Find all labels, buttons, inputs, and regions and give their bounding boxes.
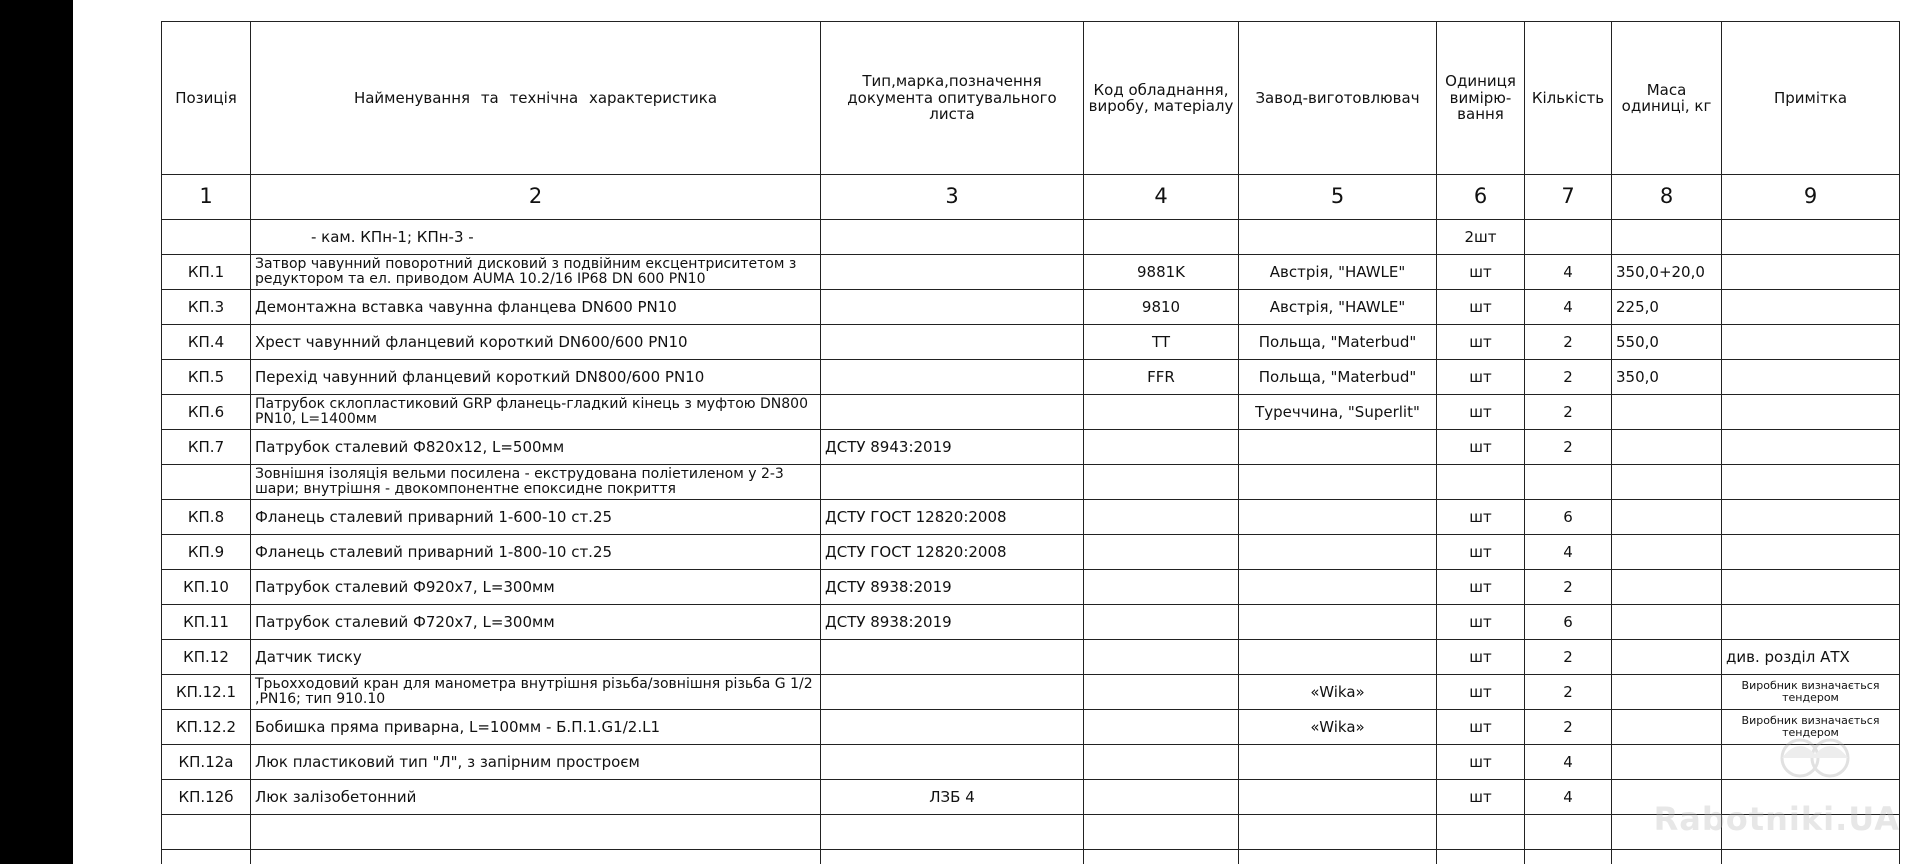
row-note: див. розділ АТХ xyxy=(1722,640,1900,675)
drawing-sheet xyxy=(73,0,1920,864)
row-position: КП.8 xyxy=(162,500,251,535)
row-name: Патрубок сталевий Ф820х12, L=500мм xyxy=(251,430,821,465)
row-note xyxy=(1722,745,1900,780)
row-unit xyxy=(1437,850,1525,864)
row-name: Патрубок склопластиковий GRP фланець-гладкий кінець з муфтою DN800 PN10, L=1400мм xyxy=(251,395,821,430)
row-note xyxy=(1722,290,1900,325)
row-name: Зовнішня ізоляція вельми посилена - екструдована поліетиленом у 2-3 шари; внутрішня - двокомпонентне епоксидне покриття xyxy=(251,465,821,500)
row-unit: шт xyxy=(1437,675,1525,710)
row-type: ДСТУ 8943:2019 xyxy=(821,430,1084,465)
header-position: Позиція xyxy=(162,22,251,175)
row-code: FFR xyxy=(1084,360,1239,395)
row-note xyxy=(1722,255,1900,290)
row-name: Хрест чавунний фланцевий короткий DN600/600 PN10 xyxy=(251,325,821,360)
row-mass xyxy=(1612,395,1722,430)
row-position xyxy=(162,465,251,500)
row-type: ДСТУ ГОСТ 12820:2008 xyxy=(821,500,1084,535)
col-number: 6 xyxy=(1437,175,1525,220)
col-number: 7 xyxy=(1525,175,1612,220)
row-qty: 2 xyxy=(1525,430,1612,465)
row-maker: Австрія, "HAWLE" xyxy=(1239,255,1437,290)
row-qty: 2 xyxy=(1525,640,1612,675)
row-qty xyxy=(1525,220,1612,255)
row-type xyxy=(821,675,1084,710)
table-row xyxy=(162,430,1900,465)
row-name xyxy=(251,815,821,850)
row-qty: 4 xyxy=(1525,780,1612,815)
row-code: 9881K xyxy=(1084,255,1239,290)
table-row xyxy=(162,850,1900,864)
row-maker xyxy=(1239,465,1437,500)
row-position: КП.12.2 xyxy=(162,710,251,745)
table-row xyxy=(162,605,1900,640)
row-name: Люк залізобетонний xyxy=(251,780,821,815)
row-type xyxy=(821,745,1084,780)
row-position: КП.1 xyxy=(162,255,251,290)
row-unit: шт xyxy=(1437,290,1525,325)
row-position xyxy=(162,815,251,850)
row-mass: 225,0 xyxy=(1612,290,1722,325)
header-maker: Завод-виготовлювач xyxy=(1239,22,1437,175)
col-number: 3 xyxy=(821,175,1084,220)
row-note xyxy=(1722,500,1900,535)
row-position: КП.12.1 xyxy=(162,675,251,710)
row-type: ДСТУ 8938:2019 xyxy=(821,570,1084,605)
row-maker: Туреччина, "Superlit" xyxy=(1239,395,1437,430)
row-position: КП.4 xyxy=(162,325,251,360)
row-qty: 2 xyxy=(1525,395,1612,430)
row-name: Патрубок сталевий Ф920х7, L=300мм xyxy=(251,570,821,605)
row-maker xyxy=(1239,605,1437,640)
row-type xyxy=(821,710,1084,745)
row-qty xyxy=(1525,465,1612,500)
row-qty: 2 xyxy=(1525,570,1612,605)
row-unit: шт xyxy=(1437,570,1525,605)
table-row xyxy=(162,535,1900,570)
row-qty: 6 xyxy=(1525,500,1612,535)
row-type xyxy=(821,220,1084,255)
row-type: ЛЗБ 4 xyxy=(821,780,1084,815)
row-name: Затвор чавунний поворотний дисковий з подвійним ексцентриситетом з редуктором та ел. приводом AUMA 10.2/16 IP68 DN 600 PN10 xyxy=(251,255,821,290)
row-qty: 2 xyxy=(1525,360,1612,395)
row-mass xyxy=(1612,500,1722,535)
header-note: Примітка xyxy=(1722,22,1900,175)
row-note xyxy=(1722,570,1900,605)
row-mass: 550,0 xyxy=(1612,325,1722,360)
row-mass xyxy=(1612,850,1722,864)
row-note xyxy=(1722,325,1900,360)
row-maker xyxy=(1239,815,1437,850)
row-unit: 2шт xyxy=(1437,220,1525,255)
row-note xyxy=(1722,605,1900,640)
row-note: Виробник визначається тендером xyxy=(1722,710,1900,745)
row-code xyxy=(1084,395,1239,430)
row-name: Люк пластиковий тип "Л", з запірним простроєм xyxy=(251,745,821,780)
row-mass xyxy=(1612,570,1722,605)
table-row xyxy=(162,675,1900,710)
header-code: Код обладнання, виробу, матеріалу xyxy=(1084,22,1239,175)
row-maker xyxy=(1239,780,1437,815)
specification-table xyxy=(161,21,1900,864)
row-note xyxy=(1722,465,1900,500)
row-position: КП.10 xyxy=(162,570,251,605)
row-unit: шт xyxy=(1437,535,1525,570)
row-qty: 2 xyxy=(1525,710,1612,745)
row-unit: шт xyxy=(1437,605,1525,640)
table-row xyxy=(162,570,1900,605)
row-code xyxy=(1084,605,1239,640)
row-note: Виробник визначається тендером xyxy=(1722,675,1900,710)
row-name: Демонтажна вставка чавунна фланцева DN600 PN10 xyxy=(251,290,821,325)
header-row xyxy=(162,22,1900,175)
row-type: ДСТУ ГОСТ 12820:2008 xyxy=(821,535,1084,570)
row-unit: шт xyxy=(1437,325,1525,360)
row-mass xyxy=(1612,535,1722,570)
row-name: Фланець сталевий приварний 1-600-10 ст.25 xyxy=(251,500,821,535)
row-type xyxy=(821,290,1084,325)
row-maker: Польща, "Materbud" xyxy=(1239,360,1437,395)
column-number-row xyxy=(162,175,1900,220)
row-code xyxy=(1084,815,1239,850)
row-name: Бобишка пряма приварна, L=100мм - Б.П.1.G1/2.L1 xyxy=(251,710,821,745)
row-code xyxy=(1084,850,1239,864)
row-name: Перехід чавунний фланцевий короткий DN800/600 PN10 xyxy=(251,360,821,395)
row-position: КП.12 xyxy=(162,640,251,675)
table-row xyxy=(162,360,1900,395)
row-name: Фланець сталевий приварний 1-800-10 ст.25 xyxy=(251,535,821,570)
row-code xyxy=(1084,780,1239,815)
row-maker: Австрія, "HAWLE" xyxy=(1239,290,1437,325)
row-mass xyxy=(1612,745,1722,780)
row-type xyxy=(821,255,1084,290)
row-note xyxy=(1722,815,1900,850)
row-unit: шт xyxy=(1437,710,1525,745)
row-qty xyxy=(1525,850,1612,864)
table-row xyxy=(162,395,1900,430)
row-code xyxy=(1084,465,1239,500)
row-code xyxy=(1084,745,1239,780)
row-code xyxy=(1084,500,1239,535)
row-mass xyxy=(1612,430,1722,465)
table-row xyxy=(162,465,1900,500)
row-code xyxy=(1084,710,1239,745)
row-type xyxy=(821,465,1084,500)
row-code xyxy=(1084,570,1239,605)
col-number: 2 xyxy=(251,175,821,220)
header-mass: Маса одиниці, кг xyxy=(1612,22,1722,175)
row-code: TT xyxy=(1084,325,1239,360)
row-type xyxy=(821,360,1084,395)
row-position: КП.9 xyxy=(162,535,251,570)
row-mass xyxy=(1612,640,1722,675)
row-maker xyxy=(1239,850,1437,864)
row-position: КП.11 xyxy=(162,605,251,640)
row-code xyxy=(1084,535,1239,570)
table-row xyxy=(162,255,1900,290)
row-mass xyxy=(1612,675,1722,710)
row-qty: 6 xyxy=(1525,605,1612,640)
header-name: Найменування та технічна характеристика xyxy=(251,22,821,175)
watermark-text: Rabotniki.UA xyxy=(1653,800,1900,838)
row-maker: «Wika» xyxy=(1239,675,1437,710)
row-mass xyxy=(1612,815,1722,850)
row-note xyxy=(1722,220,1900,255)
row-code xyxy=(1084,675,1239,710)
table-row xyxy=(162,780,1900,815)
row-position xyxy=(162,850,251,864)
table-row xyxy=(162,325,1900,360)
row-mass xyxy=(1612,220,1722,255)
table-row xyxy=(162,710,1900,745)
row-maker xyxy=(1239,535,1437,570)
row-note xyxy=(1722,360,1900,395)
row-name xyxy=(251,850,821,864)
row-position: КП.5 xyxy=(162,360,251,395)
row-mass xyxy=(1612,605,1722,640)
row-note xyxy=(1722,780,1900,815)
table-row xyxy=(162,220,1900,255)
row-mass: 350,0+20,0 xyxy=(1612,255,1722,290)
row-type xyxy=(821,395,1084,430)
row-code xyxy=(1084,220,1239,255)
row-qty xyxy=(1525,815,1612,850)
row-position: КП.12а xyxy=(162,745,251,780)
row-unit: шт xyxy=(1437,395,1525,430)
header-unit: Одиниця вимірю-вання xyxy=(1437,22,1525,175)
row-code xyxy=(1084,640,1239,675)
row-name: Датчик тиску xyxy=(251,640,821,675)
row-qty: 2 xyxy=(1525,325,1612,360)
row-note xyxy=(1722,395,1900,430)
table-row xyxy=(162,290,1900,325)
row-name: - кам. КПн-1; КПн-3 - xyxy=(251,220,821,255)
row-unit: шт xyxy=(1437,360,1525,395)
row-qty: 4 xyxy=(1525,745,1612,780)
row-unit xyxy=(1437,815,1525,850)
row-unit: шт xyxy=(1437,430,1525,465)
row-maker xyxy=(1239,430,1437,465)
col-number: 9 xyxy=(1722,175,1900,220)
row-qty: 4 xyxy=(1525,535,1612,570)
row-note xyxy=(1722,535,1900,570)
row-type xyxy=(821,640,1084,675)
row-position: КП.12б xyxy=(162,780,251,815)
row-type: ДСТУ 8938:2019 xyxy=(821,605,1084,640)
row-type xyxy=(821,325,1084,360)
table-row xyxy=(162,745,1900,780)
table-row xyxy=(162,500,1900,535)
row-unit: шт xyxy=(1437,500,1525,535)
row-type xyxy=(821,850,1084,864)
table-row xyxy=(162,815,1900,850)
row-type xyxy=(821,815,1084,850)
row-unit xyxy=(1437,465,1525,500)
header-type: Тип,марка,позначення документа опитувального листа xyxy=(821,22,1084,175)
row-code xyxy=(1084,430,1239,465)
col-number: 4 xyxy=(1084,175,1239,220)
row-qty: 2 xyxy=(1525,675,1612,710)
row-name: Трьохходовий кран для манометра внутрішня різьба/зовнішня різьба G 1/2 ,PN16; тип 910.10 xyxy=(251,675,821,710)
col-number: 5 xyxy=(1239,175,1437,220)
row-mass: 350,0 xyxy=(1612,360,1722,395)
row-maker xyxy=(1239,500,1437,535)
row-unit: шт xyxy=(1437,780,1525,815)
table-body xyxy=(162,220,1900,864)
row-maker xyxy=(1239,570,1437,605)
row-mass xyxy=(1612,710,1722,745)
row-maker: «Wika» xyxy=(1239,710,1437,745)
row-mass xyxy=(1612,780,1722,815)
row-unit: шт xyxy=(1437,745,1525,780)
row-maker xyxy=(1239,640,1437,675)
row-code: 9810 xyxy=(1084,290,1239,325)
col-number: 8 xyxy=(1612,175,1722,220)
row-maker: Польща, "Materbud" xyxy=(1239,325,1437,360)
row-position: КП.3 xyxy=(162,290,251,325)
row-position: КП.7 xyxy=(162,430,251,465)
row-qty: 4 xyxy=(1525,290,1612,325)
row-name: Патрубок сталевий Ф720х7, L=300мм xyxy=(251,605,821,640)
row-note xyxy=(1722,430,1900,465)
col-number: 1 xyxy=(162,175,251,220)
header-qty: Кількість xyxy=(1525,22,1612,175)
row-note xyxy=(1722,850,1900,864)
row-position: КП.6 xyxy=(162,395,251,430)
row-unit: шт xyxy=(1437,255,1525,290)
row-position xyxy=(162,220,251,255)
row-maker xyxy=(1239,745,1437,780)
table-row xyxy=(162,640,1900,675)
row-mass xyxy=(1612,465,1722,500)
row-unit: шт xyxy=(1437,640,1525,675)
row-maker xyxy=(1239,220,1437,255)
row-qty: 4 xyxy=(1525,255,1612,290)
